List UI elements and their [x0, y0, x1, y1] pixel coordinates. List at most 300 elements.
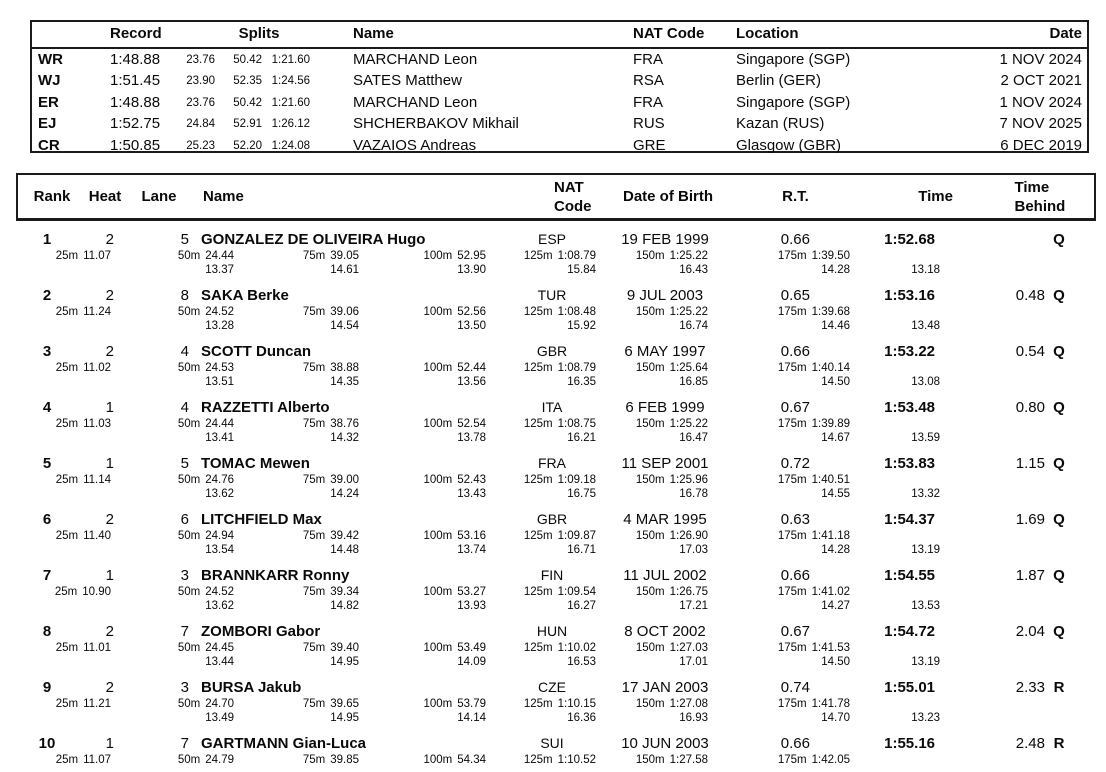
split-50m	[114, 586, 234, 598]
record-split-50m: 25.23	[186, 139, 215, 152]
split-100m-time: 52.43	[457, 474, 486, 486]
split-25m	[0, 586, 111, 598]
split-175m-label: 175m	[777, 698, 807, 710]
subsplit-75m: 14.54	[330, 320, 359, 332]
records-header-row	[32, 22, 1087, 49]
split-100m-label: 100m	[423, 418, 453, 430]
record-row	[32, 135, 1087, 156]
split-175m-time: 1:39.68	[811, 306, 850, 318]
results-header-rank: Rank	[33, 188, 71, 205]
subsplit-50m: 13.37	[205, 264, 234, 276]
split-150m-label: 150m	[635, 306, 665, 318]
split-175m	[730, 530, 850, 542]
subsplit-50m: 13.49	[205, 712, 234, 724]
rank-value: 3	[42, 343, 52, 360]
split-50m	[114, 754, 234, 766]
time-behind-value: 2.33	[1015, 679, 1045, 696]
split-100m-time: 52.44	[457, 362, 486, 374]
split-150m	[588, 754, 708, 766]
subsplit-final: 13.59	[911, 432, 940, 444]
split-75m-time: 39.34	[330, 586, 359, 598]
lane-value: 5	[180, 455, 189, 472]
subsplit-150m: 16.43	[679, 264, 708, 276]
lane-value: 7	[180, 735, 189, 752]
split-175m	[730, 754, 850, 766]
split-50m-time: 24.44	[205, 250, 234, 262]
split-125m	[476, 250, 596, 262]
split-75m-label: 75m	[302, 306, 326, 318]
split-150m-time: 1:27.58	[669, 754, 708, 766]
qualification-letter: Q	[1053, 455, 1065, 472]
split-25m-time: 11.02	[83, 362, 111, 374]
split-100m	[366, 530, 486, 542]
split-150m-time: 1:25.96	[669, 474, 708, 486]
split-50m-label: 50m	[177, 754, 201, 766]
split-100m-label: 100m	[423, 642, 453, 654]
subsplit-125m: 15.92	[567, 320, 596, 332]
split-50m-label: 50m	[177, 530, 201, 542]
results-header-name: Name	[203, 188, 244, 205]
result-row	[0, 445, 1106, 501]
split-125m-label: 125m	[523, 698, 553, 710]
split-75m-label: 75m	[302, 362, 326, 374]
rank-value: 8	[42, 623, 52, 640]
split-150m-time: 1:25.64	[669, 362, 708, 374]
split-175m-time: 1:40.51	[811, 474, 850, 486]
split-125m	[476, 418, 596, 430]
final-time-value: 1:54.37	[884, 511, 935, 528]
record-holder-name: VAZAIOS Andreas	[353, 136, 477, 154]
split-175m-time: 1:41.53	[811, 642, 850, 654]
record-tag: ER	[38, 93, 59, 111]
record-split-150m: 1:26.12	[271, 118, 310, 131]
split-150m	[588, 418, 708, 430]
subsplit-100m: 13.90	[457, 264, 486, 276]
split-25m	[0, 698, 111, 710]
record-holder-name: SHCHERBAKOV Mikhail	[353, 115, 519, 133]
split-150m-time: 1:25.22	[669, 306, 708, 318]
split-50m-label: 50m	[177, 362, 201, 374]
subsplit-50m: 13.44	[205, 656, 234, 668]
split-75m-time: 39.42	[330, 530, 359, 542]
results-header-time: Time	[918, 188, 953, 205]
subsplit-175m: 14.50	[821, 376, 850, 388]
split-75m-time: 39.05	[330, 250, 359, 262]
nat-code-value: CZE	[538, 679, 566, 695]
split-175m	[730, 418, 850, 430]
split-150m-time: 1:26.90	[669, 530, 708, 542]
split-25m	[0, 474, 111, 486]
date-of-birth-value: 19 FEB 1999	[621, 231, 709, 248]
subsplit-175m: 14.28	[821, 544, 850, 556]
record-location: Berlin (GER)	[736, 72, 822, 90]
records-header-date: Date	[1049, 25, 1082, 42]
results-header-nat-code	[504, 178, 604, 215]
date-of-birth-value: 6 FEB 1999	[625, 399, 705, 416]
time-behind-value: 0.80	[1015, 399, 1045, 416]
record-tag: CR	[38, 136, 60, 154]
record-split-150m: 1:21.60	[271, 54, 310, 66]
subsplit-75m: 14.24	[330, 488, 359, 500]
split-150m-label: 150m	[635, 474, 665, 486]
lane-value: 5	[180, 231, 189, 248]
subsplit-final: 13.19	[911, 656, 940, 668]
split-175m-label: 175m	[777, 362, 807, 374]
subsplit-75m: 14.82	[330, 600, 359, 612]
split-25m-label: 25m	[55, 530, 79, 542]
split-50m-time: 24.44	[205, 418, 234, 430]
split-125m-time: 1:10.52	[557, 754, 596, 766]
result-row	[0, 613, 1106, 669]
split-100m-label: 100m	[423, 362, 453, 374]
split-150m-label: 150m	[635, 642, 665, 654]
subsplit-150m: 16.74	[679, 320, 708, 332]
swimmer-name: RAZZETTI Alberto	[201, 399, 330, 416]
subsplit-50m: 13.41	[205, 432, 234, 444]
split-125m-time: 1:08.79	[557, 250, 596, 262]
split-150m-time: 1:26.75	[669, 586, 708, 598]
record-time: 1:51.45	[110, 72, 161, 90]
nat-code-value: GBR	[536, 511, 568, 527]
split-25m-label: 25m	[55, 642, 79, 654]
split-25m-time: 11.03	[83, 418, 111, 430]
final-time-value: 1:53.22	[884, 343, 935, 360]
lane-value: 3	[180, 679, 189, 696]
split-100m-label: 100m	[423, 306, 453, 318]
split-125m	[476, 642, 596, 654]
time-behind-value: 2.04	[1015, 623, 1045, 640]
date-of-birth-value: 8 OCT 2002	[624, 623, 706, 640]
record-split-100m: 50.42	[233, 96, 262, 109]
subsplit-75m: 14.95	[330, 656, 359, 668]
rank-value: 7	[42, 567, 52, 584]
subsplit-150m: 17.01	[679, 656, 708, 668]
subsplit-final: 13.08	[911, 376, 940, 388]
result-row	[0, 221, 1106, 277]
final-time-value: 1:55.01	[884, 679, 935, 696]
split-175m-time: 1:42.05	[811, 754, 850, 766]
split-50m-time: 24.94	[205, 530, 234, 542]
qualification-letter: Q	[1053, 343, 1065, 360]
result-row	[0, 669, 1106, 725]
split-50m	[114, 530, 234, 542]
split-150m-time: 1:27.08	[669, 698, 708, 710]
split-100m	[366, 306, 486, 318]
split-25m-time: 11.14	[83, 474, 111, 486]
time-behind-value: 0.48	[1015, 287, 1045, 304]
records-header-name: Name	[353, 25, 394, 42]
split-25m-time: 11.07	[83, 250, 111, 262]
split-50m-time: 24.45	[205, 642, 234, 654]
record-location: Glasgow (GBR)	[736, 136, 842, 154]
split-150m-time: 1:25.22	[669, 418, 708, 430]
split-25m	[0, 642, 111, 654]
subsplit-final: 13.19	[911, 544, 940, 556]
split-100m	[366, 698, 486, 710]
swimmer-name: ZOMBORI Gabor	[201, 623, 321, 640]
result-row	[0, 557, 1106, 613]
split-50m-time: 24.52	[205, 306, 234, 318]
split-75m	[239, 250, 359, 262]
subsplit-125m: 16.21	[567, 432, 596, 444]
split-175m-time: 1:40.14	[811, 362, 850, 374]
subsplit-175m: 14.27	[821, 600, 850, 612]
split-75m-time: 39.65	[330, 698, 359, 710]
split-50m	[114, 418, 234, 430]
qualification-letter: Q	[1053, 623, 1065, 640]
record-holder-name: SATES Matthew	[353, 72, 462, 90]
record-holder-name: MARCHAND Leon	[353, 93, 478, 111]
split-50m	[114, 362, 234, 374]
rank-value: 10	[38, 735, 56, 752]
split-175m	[730, 586, 850, 598]
reaction-time-value: 0.65	[780, 287, 810, 304]
record-row	[32, 49, 1087, 70]
split-50m-label: 50m	[177, 586, 201, 598]
split-125m-time: 1:10.15	[557, 698, 596, 710]
reaction-time-value: 0.66	[780, 567, 810, 584]
split-25m-label: 25m	[55, 474, 79, 486]
split-50m-time: 24.79	[205, 754, 234, 766]
results-header-time-behind	[962, 178, 1067, 215]
nat-code-value: ITA	[541, 399, 563, 415]
split-175m-time: 1:41.78	[811, 698, 850, 710]
split-25m	[0, 754, 111, 766]
split-150m	[588, 362, 708, 374]
split-175m-label: 175m	[777, 530, 807, 542]
date-of-birth-value: 10 JUN 2003	[621, 735, 709, 752]
split-50m-label: 50m	[177, 474, 201, 486]
split-100m-time: 54.34	[457, 754, 486, 766]
record-tag: WJ	[38, 72, 61, 90]
split-100m	[366, 586, 486, 598]
subsplit-125m: 16.53	[567, 656, 596, 668]
split-125m-time: 1:09.87	[557, 530, 596, 542]
split-25m-label: 25m	[55, 250, 79, 262]
split-125m	[476, 586, 596, 598]
qualification-letter: R	[1053, 679, 1065, 696]
split-100m-time: 53.27	[457, 586, 486, 598]
split-150m	[588, 586, 708, 598]
swimmer-name: BURSA Jakub	[201, 679, 302, 696]
record-nat-code: RUS	[633, 115, 665, 133]
record-split-100m: 52.35	[233, 75, 262, 88]
split-100m-label: 100m	[423, 250, 453, 262]
split-150m	[588, 306, 708, 318]
split-150m	[588, 530, 708, 542]
subsplit-75m: 14.48	[330, 544, 359, 556]
split-100m-label: 100m	[423, 586, 453, 598]
lane-value: 3	[180, 567, 189, 584]
split-125m	[476, 530, 596, 542]
split-50m-label: 50m	[177, 698, 201, 710]
split-175m	[730, 306, 850, 318]
split-150m-label: 150m	[635, 754, 665, 766]
split-50m-time: 24.76	[205, 474, 234, 486]
final-time-value: 1:52.68	[884, 231, 935, 248]
record-date: 6 DEC 2019	[1000, 136, 1082, 154]
split-100m	[366, 418, 486, 430]
split-150m	[588, 642, 708, 654]
split-125m-label: 125m	[523, 586, 553, 598]
record-split-50m: 23.76	[186, 54, 215, 66]
record-nat-code: GRE	[633, 136, 666, 154]
record-split-150m: 1:24.08	[271, 139, 310, 152]
heat-value: 1	[105, 399, 114, 416]
nat-code-value: GBR	[536, 343, 568, 359]
nat-code-value: FRA	[538, 455, 566, 471]
split-50m-label: 50m	[177, 642, 201, 654]
results-header-heat: Heat	[88, 188, 122, 205]
swimmer-name: SAKA Berke	[201, 287, 289, 304]
heat-value: 2	[105, 343, 114, 360]
split-75m	[239, 474, 359, 486]
subsplit-75m: 14.35	[330, 376, 359, 388]
split-75m	[239, 530, 359, 542]
split-175m-time: 1:41.18	[811, 530, 850, 542]
nat-code-value: HUN	[536, 623, 568, 639]
records-header-nat-code: NAT Code	[633, 25, 705, 42]
subsplit-150m: 17.21	[679, 600, 708, 612]
split-175m-time: 1:39.50	[811, 250, 850, 262]
split-75m-time: 38.76	[330, 418, 359, 430]
final-time-value: 1:55.16	[884, 735, 935, 752]
subsplit-100m: 13.78	[457, 432, 486, 444]
split-125m	[476, 362, 596, 374]
result-row	[0, 725, 1106, 772]
split-25m-time: 11.24	[83, 306, 111, 318]
split-100m-time: 52.95	[457, 250, 486, 262]
record-split-50m: 24.84	[186, 118, 215, 131]
split-175m-label: 175m	[777, 474, 807, 486]
date-of-birth-value: 4 MAR 1995	[623, 511, 707, 528]
split-75m	[239, 642, 359, 654]
final-time-value: 1:54.72	[884, 623, 935, 640]
subsplit-125m: 15.84	[567, 264, 596, 276]
qualification-letter: Q	[1053, 399, 1065, 416]
split-50m	[114, 698, 234, 710]
subsplit-100m: 13.74	[457, 544, 486, 556]
split-100m-time: 53.79	[457, 698, 486, 710]
split-75m-label: 75m	[302, 754, 326, 766]
split-150m-label: 150m	[635, 698, 665, 710]
split-100m-time: 52.56	[457, 306, 486, 318]
split-75m-time: 39.00	[330, 474, 359, 486]
final-time-value: 1:53.48	[884, 399, 935, 416]
subsplit-50m: 13.54	[205, 544, 234, 556]
split-125m-label: 125m	[523, 418, 553, 430]
split-150m-time: 1:27.03	[669, 642, 708, 654]
split-125m-time: 1:08.48	[557, 306, 596, 318]
record-time: 1:48.88	[110, 51, 161, 68]
split-125m-label: 125m	[523, 362, 553, 374]
final-time-value: 1:53.16	[884, 287, 935, 304]
subsplit-final: 13.32	[911, 488, 940, 500]
record-holder-name: MARCHAND Leon	[353, 51, 478, 68]
subsplit-150m: 16.93	[679, 712, 708, 724]
split-100m-time: 52.54	[457, 418, 486, 430]
time-behind-value: 2.48	[1015, 735, 1045, 752]
split-150m-label: 150m	[635, 362, 665, 374]
subsplit-125m: 16.36	[567, 712, 596, 724]
lane-value: 6	[180, 511, 189, 528]
split-150m-label: 150m	[635, 250, 665, 262]
split-25m-label: 25m	[55, 754, 79, 766]
split-50m-label: 50m	[177, 250, 201, 262]
record-nat-code: RSA	[633, 72, 664, 90]
time-behind-value: 1.15	[1015, 455, 1045, 472]
lane-value: 7	[180, 623, 189, 640]
split-175m-label: 175m	[777, 642, 807, 654]
record-nat-code: FRA	[633, 93, 663, 111]
subsplit-final: 13.53	[911, 600, 940, 612]
record-split-100m: 52.91	[233, 118, 262, 131]
nat-code-value: TUR	[537, 287, 567, 303]
split-175m	[730, 250, 850, 262]
reaction-time-value: 0.67	[780, 399, 810, 416]
split-25m	[0, 250, 111, 262]
split-25m-label: 25m	[55, 362, 79, 374]
split-50m-time: 24.52	[205, 586, 234, 598]
swimmer-name: SCOTT Duncan	[201, 343, 312, 360]
results-header-reaction-time: R.T.	[782, 188, 809, 205]
split-75m-time: 38.88	[330, 362, 359, 374]
time-behind-value: 0.54	[1015, 343, 1045, 360]
split-150m-time: 1:25.22	[669, 250, 708, 262]
record-split-150m: 1:21.60	[271, 96, 310, 109]
reaction-time-value: 0.74	[780, 679, 810, 696]
record-location: Kazan (RUS)	[736, 115, 825, 133]
time-behind-value: 1.87	[1015, 567, 1045, 584]
result-row	[0, 277, 1106, 333]
split-25m	[0, 306, 111, 318]
split-175m	[730, 642, 850, 654]
split-100m-time: 53.49	[457, 642, 486, 654]
records-header-location: Location	[736, 25, 799, 42]
split-25m-time: 11.21	[83, 698, 111, 710]
result-row	[0, 333, 1106, 389]
reaction-time-value: 0.66	[780, 343, 810, 360]
split-25m-label: 25m	[55, 698, 79, 710]
split-75m	[239, 362, 359, 374]
subsplit-175m: 14.67	[821, 432, 850, 444]
split-125m-label: 125m	[523, 250, 553, 262]
reaction-time-value: 0.67	[780, 623, 810, 640]
record-nat-code: FRA	[633, 51, 663, 68]
reaction-time-value: 0.66	[780, 231, 810, 248]
swimmer-name: TOMAC Mewen	[201, 455, 310, 472]
split-175m	[730, 698, 850, 710]
record-split-150m: 1:24.56	[271, 75, 310, 88]
split-25m-time: 10.90	[82, 586, 111, 598]
subsplit-final: 13.23	[911, 712, 940, 724]
swimmer-name: LITCHFIELD Max	[201, 511, 322, 528]
results-header-row	[16, 173, 1096, 221]
subsplit-50m: 13.28	[205, 320, 234, 332]
record-tag: EJ	[38, 115, 57, 133]
date-of-birth-value: 6 MAY 1997	[624, 343, 706, 360]
record-date: 1 NOV 2024	[999, 93, 1082, 111]
record-split-100m: 52.20	[233, 139, 262, 152]
split-125m-time: 1:09.54	[557, 586, 596, 598]
subsplit-150m: 16.47	[679, 432, 708, 444]
record-date: 7 NOV 2025	[999, 115, 1082, 133]
split-100m-label: 100m	[423, 530, 453, 542]
split-50m	[114, 250, 234, 262]
heat-value: 2	[105, 287, 114, 304]
subsplit-75m: 14.61	[330, 264, 359, 276]
rank-value: 4	[42, 399, 52, 416]
